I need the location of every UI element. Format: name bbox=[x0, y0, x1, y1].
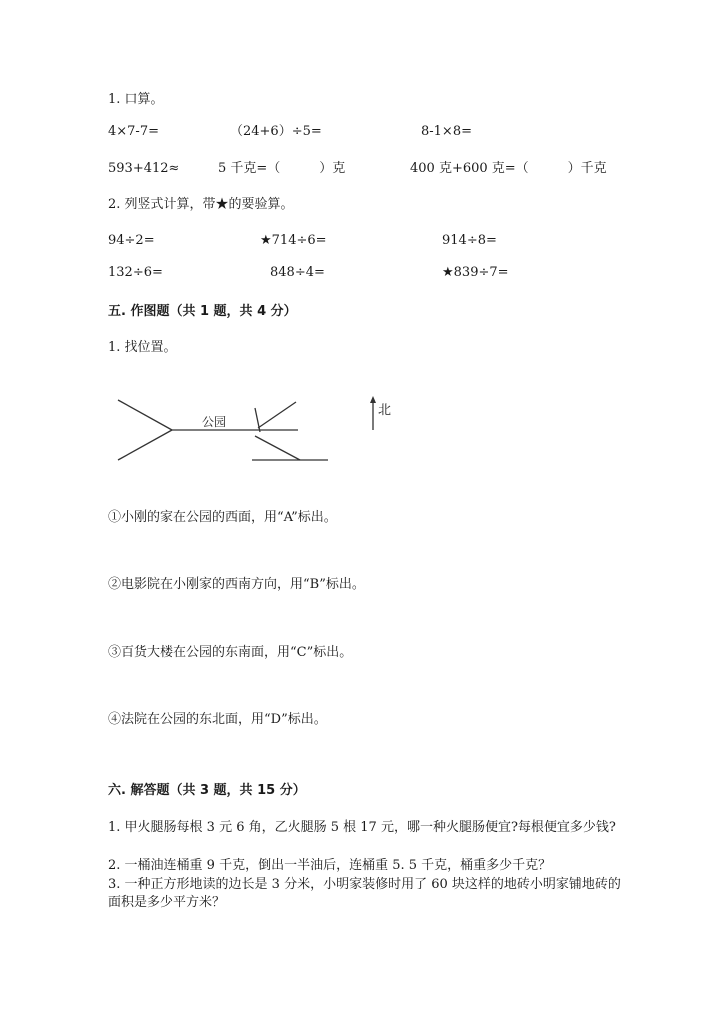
question-item: 2. 一桶油连桶重 9 千克，倒出一半油后，连桶重 5. 5 千克，桶重多少千克？ bbox=[108, 858, 552, 873]
task-item: ①小刚的家在公园的西面，用“A”标出。 bbox=[108, 510, 337, 525]
location-map bbox=[110, 388, 410, 468]
task-item: ③百货大楼在公园的东南面，用“C”标出。 bbox=[108, 645, 353, 660]
calc-item: 848÷4= bbox=[270, 265, 325, 280]
road-line bbox=[255, 436, 300, 460]
calc-item: 5 千克=（ ）克 bbox=[218, 161, 346, 176]
calc-item: 4×7-7= bbox=[108, 124, 159, 139]
north-arrow-head bbox=[370, 396, 376, 403]
calc-item: 400 克+600 克=（ ）千克 bbox=[410, 161, 607, 176]
calc-item: （24+6）÷5= bbox=[230, 124, 322, 139]
part6-heading: 六. 解答题（共 3 题，共 15 分） bbox=[108, 783, 306, 798]
calc-item: 8-1×8= bbox=[421, 124, 472, 139]
road-line bbox=[255, 408, 260, 432]
question-item: 3. 一种正方形地读的边长是 3 分米，小明家装修时用了 60 块这样的地砖小明家铺地砖的面积是多少平方米？ bbox=[108, 877, 621, 910]
road-line bbox=[118, 430, 172, 460]
calc-item: 914÷8= bbox=[442, 233, 497, 248]
part5-heading: 五. 作图题（共 1 题，共 4 分） bbox=[108, 304, 297, 319]
road-line bbox=[118, 400, 172, 430]
section1-title: 1. 口算。 bbox=[108, 92, 164, 107]
calc-item: 593+412≈ bbox=[108, 161, 180, 176]
calc-item: ★839÷7= bbox=[442, 265, 509, 280]
section2-title: 2. 列竖式计算，带★的要验算。 bbox=[108, 197, 294, 212]
calc-item: ★714÷6= bbox=[260, 233, 327, 248]
task-item: ②电影院在小刚家的西南方向，用“B”标出。 bbox=[108, 577, 365, 592]
road-line bbox=[258, 402, 296, 428]
north-label: 北 bbox=[378, 403, 392, 418]
park-label: 公园 bbox=[202, 415, 227, 429]
calc-item: 132÷6= bbox=[108, 265, 163, 280]
task-item: ④法院在公园的东北面，用“D”标出。 bbox=[108, 712, 327, 727]
calc-item: 94÷2= bbox=[108, 233, 155, 248]
question-item: 1. 甲火腿肠每根 3 元 6 角，乙火腿肠 5 根 17 元，哪一种火腿肠便宜?每根便宜多少钱? bbox=[108, 820, 616, 835]
part5-question-title: 1. 找位置。 bbox=[108, 340, 177, 355]
